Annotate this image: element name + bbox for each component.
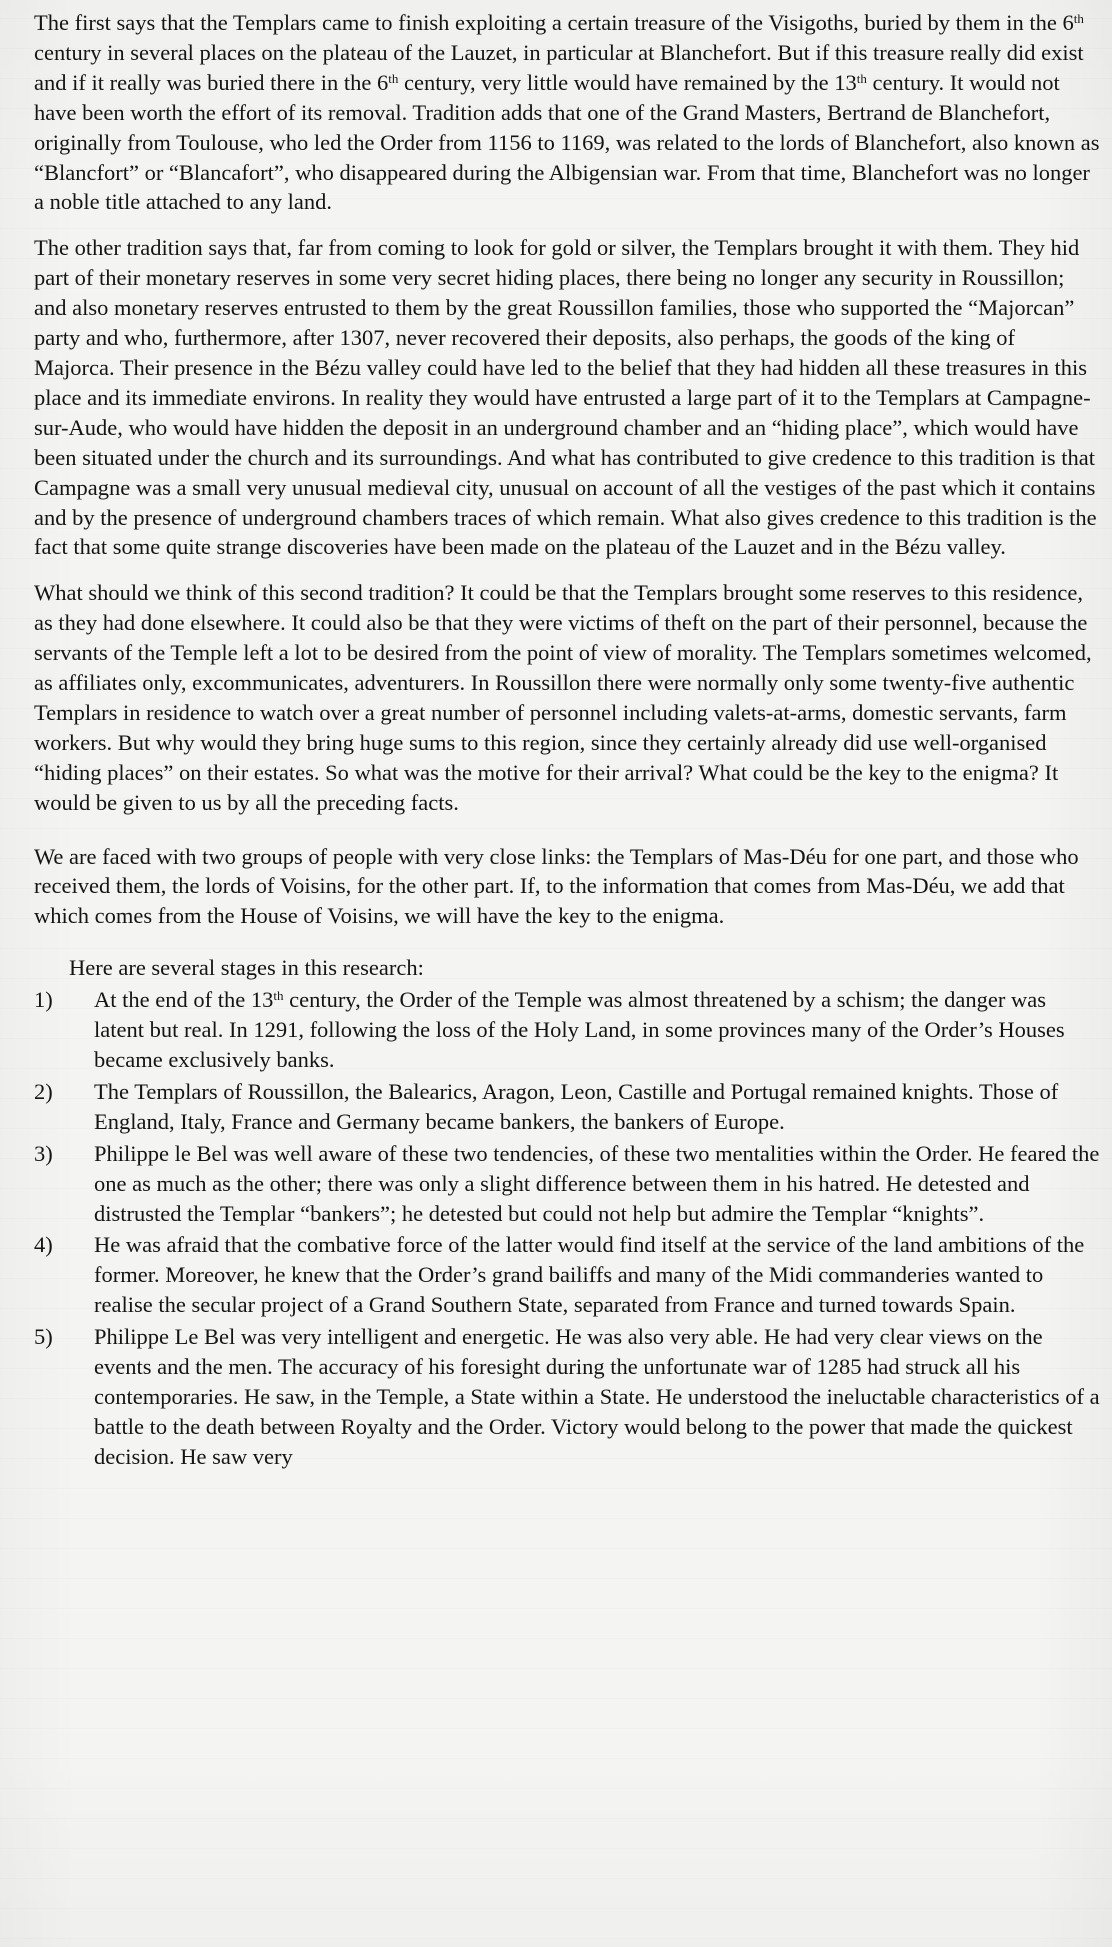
research-stage (34, 1230, 1100, 1320)
ordinal-suffix: th (1073, 11, 1084, 26)
stage-text: Philippe Le Bel was very intelligent and energetic. He was also very able. He had very clear views on the events and the men. The accuracy of his foresight during the unfortunate war of 1285 had struck all his contemporaries. He saw, in the Temple, a State within a State. He understood the ineluctable characteristics of a battle to the death between Royalty and the Order. Victory would belong to the power that made the quickest decision. He saw very (94, 1324, 1100, 1469)
stage-number: 1) (34, 987, 53, 1013)
research-stage (34, 1077, 1100, 1137)
research-stage (34, 985, 1100, 1075)
stage-number: 5) (34, 1324, 53, 1350)
stage-number: 2) (34, 1078, 53, 1104)
stage-text: The Templars of Roussillon, the Balearics, Aragon, Leon, Castille and Portugal remained knights. Those of England, Italy, France and Germany became bankers, the bankers of Europe. (94, 1078, 1059, 1134)
stage-text (94, 985, 1100, 1075)
stage-text-part: century, the Order of the Temple was almost threatened by a schism; the danger was latent but real. In 1291, following the loss of the Holy Land, in some provinces many of the Order’s Houses became exclusively banks. (94, 987, 1065, 1072)
stage-number: 4) (34, 1232, 53, 1258)
stage-number: 3) (34, 1140, 53, 1166)
research-stage (34, 1322, 1100, 1472)
paragraph-text-part: century in several places on the plateau of the Lauzet, in particular at Blanchefort. But if this treasure really did exist and if it really was buried there in the 6 (34, 39, 1084, 95)
paragraph-other-tradition: The other tradition says that, far from coming to look for gold or silver, the Templars brought it with them. They hid part of their monetary reserves in some very secret hiding places, there being no longer any security in Roussillon; and also monetary reserves entrusted to them by the great Roussillon families, those who supported the “Majorcan” party and who, furthermore, after 1307, never recovered their deposits, also perhaps, the goods of the king of Majorca. Their presence in the Bézu valley could have led to the belief that they had hidden all these treasures in this place and its immediate environs. In reality they would have entrusted a large part of it to the Templars at Campagne-sur-Aude, who would have hidden the deposit in an underground chamber and an “hiding place”, which would have been situated under the church and its surroundings. And what has contributed to give credence to this tradition is that Campagne was a small very unusual medieval city, unusual on account of all the vestiges of the past which it contains and by the presence of underground chambers traces of which remain. What also gives credence to this tradition is the fact that some quite strange discoveries have been made on the plateau of the Lauzet and in the Bézu valley. (34, 235, 1097, 560)
ordinal-suffix: th (388, 70, 399, 86)
stages-intro: Here are several stages in this research: (69, 955, 424, 981)
paragraph-text-part: century. It would not have been worth the effort of its removal. Tradition adds that one of the Grand Masters, Bertrand de Blanchefort, originally from Toulouse, who led the Order from 1156 to 1169, was related to the lords of Blanchefort, also known as “Blancfort” or “Blancafort”, who disappeared during the Albigensian war. From that time, Blanchefort was no longer a noble title attached to any land. (34, 69, 1100, 215)
stage-text: He was afraid that the combative force of the latter would find itself at the service of the land ambitions of the former. Moreover, he knew that the Order’s grand bailiffs and many of the Midi commanderies wanted to realise the secular project of a Grand Southern State, separated from France and turned towards Spain. (94, 1232, 1085, 1318)
paragraph-two-groups: We are faced with two groups of people with very close links: the Templars of Mas-Déu for one part, and those who received them, the lords of Voisins, for the other part. If, to the information that comes from Mas-Déu, we add that which comes from the House of Voisins, we will have the key to the enigma. (34, 843, 1079, 929)
ordinal-suffix: th (273, 988, 284, 1004)
paragraph-text-part: century, very little would have remained by the 13 (398, 69, 857, 95)
stage-text-part: At the end of the 13 (94, 987, 274, 1013)
stage-text: Philippe le Bel was well aware of these two tendencies, of these two mentalities within the Order. He feared the one as much as the other; there was only a slight difference between them in his hatred. He detested and distrusted the Templar “bankers”; he detested but could not help but admire the Templar “knights”. (94, 1140, 1100, 1226)
document-text (34, 8, 1100, 1474)
paragraph-text-part: The first says that the Templars came to finish exploiting a certain treasure of the Visigoths, buried by them in the 6 (34, 10, 1074, 35)
research-stages-list (34, 985, 1100, 1472)
ordinal-suffix: th (856, 70, 867, 86)
paragraph-visigoth-treasure (34, 8, 1100, 217)
paragraph-second-tradition: What should we think of this second tradition? It could be that the Templars brought some reserves to this residence, as they had done elsewhere. It could also be that they were victims of theft on the part of their personnel, because the servants of the Temple left a lot to be desired from the point of view of morality. The Templars sometimes welcomed, as affiliates only, excommunicates, adventurers. In Roussillon there were normally only some twenty-five authentic Templars in residence to watch over a great number of personnel including valets-at-arms, domestic servants, farm workers. But why would they bring huge sums to this region, since they certainly already did use well-organised “hiding places” on their estates. So what was the motive for their arrival? What could be the key to the enigma? It would be given to us by all the preceding facts. (34, 580, 1092, 815)
research-stage (34, 1139, 1100, 1229)
